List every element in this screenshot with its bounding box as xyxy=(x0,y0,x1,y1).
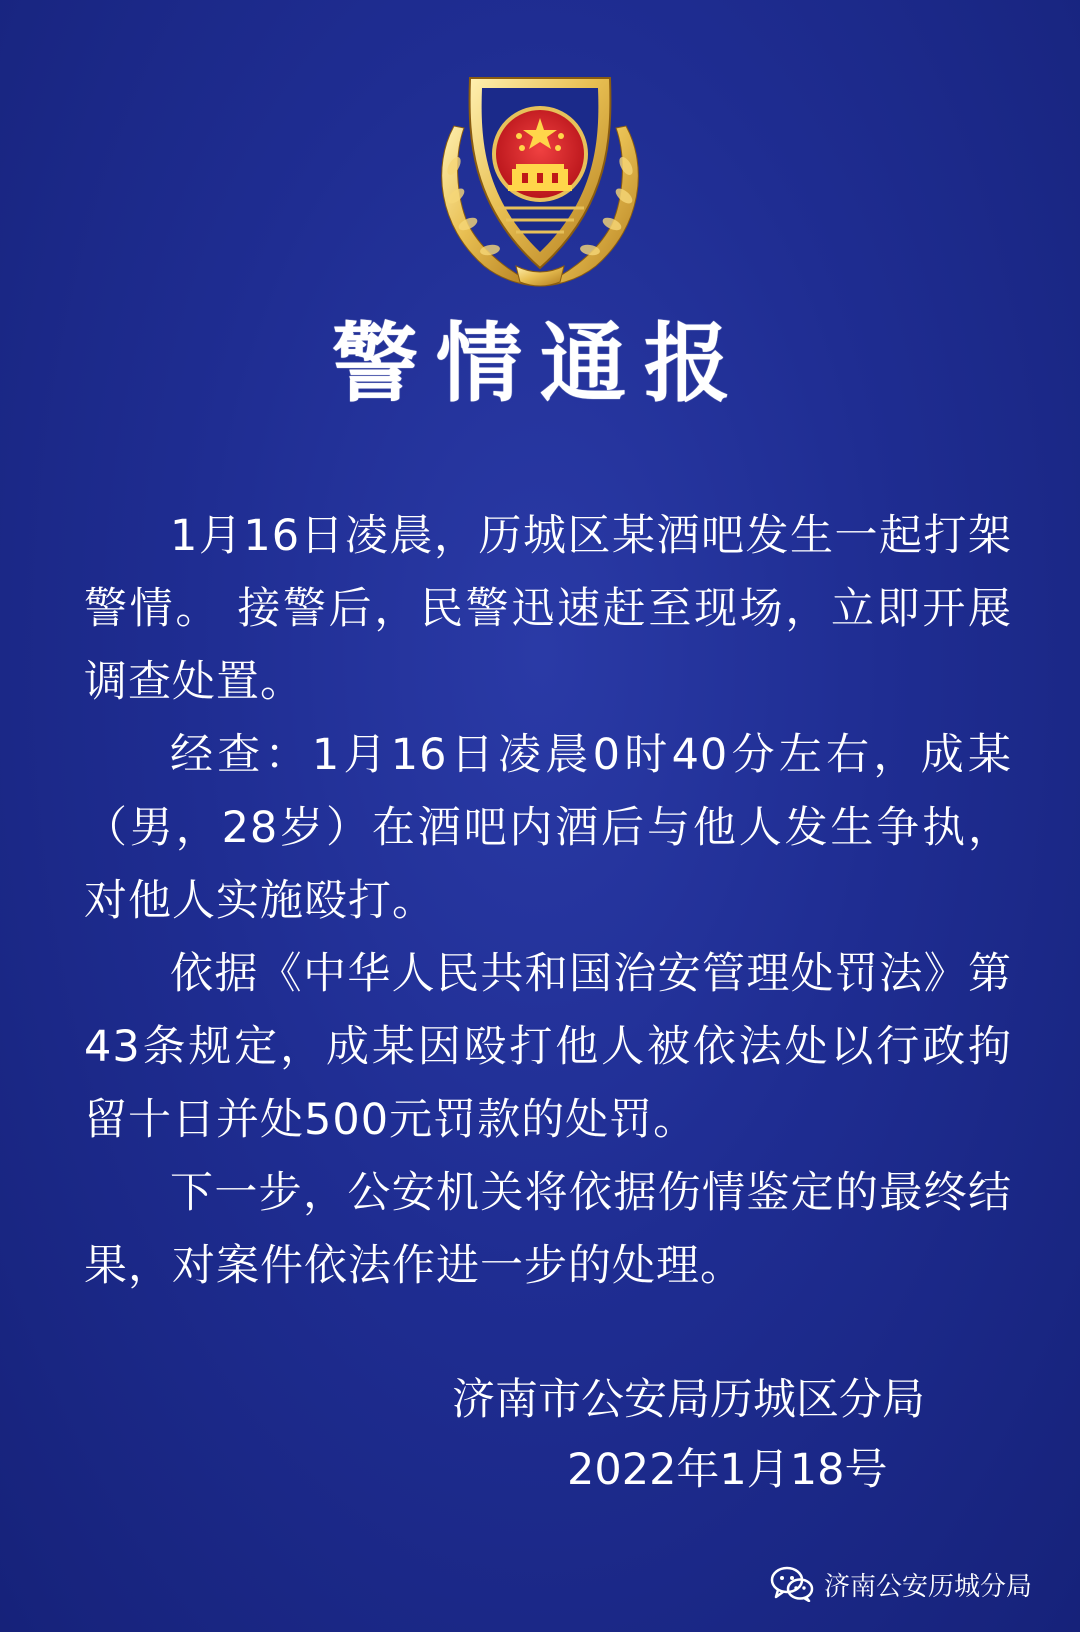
account-name: 济南公安历城分局 xyxy=(824,1571,1033,1602)
page-title: 警情通报 xyxy=(332,314,748,414)
issue-date: 2022年1月18号 xyxy=(567,1445,888,1495)
source-watermark xyxy=(770,1560,1032,1608)
notice-body xyxy=(84,500,1012,1303)
issuing-organization: 济南市公安局历城区分局 xyxy=(452,1375,925,1425)
paragraph: 依据《中华人民共和国治安管理处罚法》第43条规定，成某因殴打他人被依法处以行政拘留十日并处500元罚款的处罚。 xyxy=(84,949,1012,1145)
paragraph: 1月16日凌晨，历城区某酒吧发生一起打架警情。 接警后，民警迅速赶至现场，立即开展调查处置。 xyxy=(84,511,1012,707)
paragraph: 下一步，公安机关将依据伤情鉴定的最终结果，对案件依法作进一步的处理。 xyxy=(84,1168,1012,1291)
paragraph: 经查：1月16日凌晨0时40分左右，成某（男，28岁）在酒吧内酒后与他人发生争执，对他人实施殴打。 xyxy=(84,730,1012,926)
police-emblem-icon xyxy=(424,56,656,292)
wechat-icon xyxy=(770,1566,814,1602)
